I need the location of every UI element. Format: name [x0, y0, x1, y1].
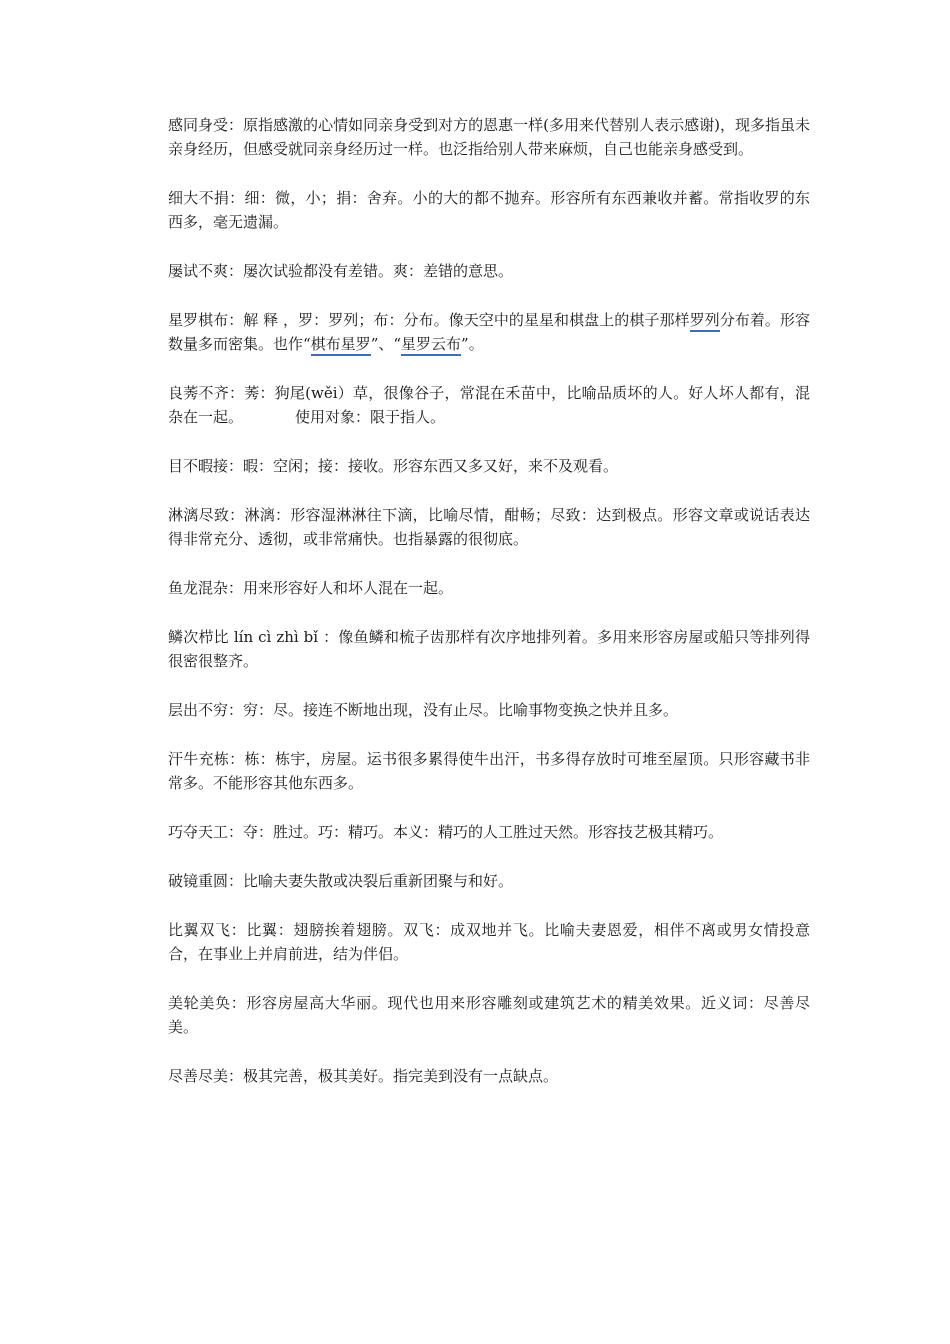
entry-xi-da-bu-juan: 细大不捐：细：微，小；捐：舍弃。小的大的都不抛弃。形容所有东西兼收并蓄。常指收罗的东西多，毫无遗漏。 [168, 189, 810, 231]
link-luo-lie[interactable]: 罗列 [690, 311, 720, 332]
document-body [168, 113, 810, 1113]
entry-text-part: 星罗棋布：解 释 ，罗：罗列；布：分布。像天空中的星星和棋盘上的棋子那样 [168, 311, 690, 329]
entry-lin-li-jin-zhi: 淋漓尽致：淋漓：形容湿淋淋往下滴，比喻尽情，酣畅；尽致：达到极点。形容文章或说话表达得非常充分、透彻，或非常痛快。也指暴露的很彻底。 [168, 506, 810, 548]
entry-xing-luo-qi-bu [168, 308, 810, 356]
entry-bi-yi-shuang-fei: 比翼双飞：比翼：翅膀挨着翅膀。双飞：成双地并飞。比喻夫妻恩爱，相伴不离或男女情投意合，在事业上并肩前进，结为伴侣。 [168, 921, 810, 963]
link-qi-bu-xing-luo[interactable]: 棋布星罗 [311, 335, 371, 356]
entry-han-niu-chong-dong: 汗牛充栋：栋：栋宇，房屋。运书很多累得使牛出汗，书多得存放时可堆至屋顶。只形容藏书非常多。不能形容其他东西多。 [168, 750, 810, 792]
entry-lin-ci-zhi-bi: 鳞次栉比 lín cì zhì bǐ ：像鱼鳞和梳子齿那样有次序地排列着。多用来形容房屋或船只等排列得很密很整齐。 [168, 628, 810, 670]
link-xing-luo-yun-bu[interactable]: 星罗云布 [401, 335, 461, 356]
entry-text-part: 分布着。形容数量多而密集。也作“ [168, 311, 810, 353]
entry-qiao-duo-tian-gong: 巧夺天工：夺：胜过。巧：精巧。本义：精巧的人工胜过天然。形容技艺极其精巧。 [168, 823, 724, 841]
entry-lv-shi-bu-shuang: 屡试不爽：屡次试验都没有差错。爽：差错的意思。 [168, 262, 514, 280]
entry-mu-bu-xia-jie: 目不暇接：暇：空闲；接：接收。形容东西又多又好，来不及观看。 [168, 457, 619, 475]
entry-jin-shan-jin-mei: 尽善尽美：极其完善，极其美好。指完美到没有一点缺点。 [168, 1067, 559, 1085]
entry-ceng-chu-bu-qiong: 层出不穷：穷：尽。接连不断地出现，没有止尽。比喻事物变换之快并且多。 [168, 701, 679, 719]
entry-po-jing-chong-yuan: 破镜重圆：比喻夫妻失散或决裂后重新团聚与和好。 [168, 872, 514, 890]
entry-gan-tong-shen-shou: 感同身受：原指感激的心情如同亲身受到对方的恩惠一样(多用来代替别人表示感谢)，现多指虽未亲身经历，但感受就同亲身经历过一样。也泛指给别人带来麻烦，自己也能亲身感受到。 [168, 116, 810, 158]
entry-yu-long-hun-za: 鱼龙混杂：用来形容好人和坏人混在一起。 [168, 579, 454, 597]
entry-text-part: ”。 [461, 335, 484, 353]
entry-liang-you-bu-qi [168, 381, 810, 429]
entry-text-part: ”、“ [370, 335, 402, 353]
entry-mei-lun-mei-huan: 美轮美奂：形容房屋高大华丽。现代也用来形容雕刻或建筑艺术的精美效果。近义词：尽善尽美。 [168, 994, 810, 1036]
usage-note: 使用对象：限于指人。 [295, 408, 446, 426]
entry-text-part: 良莠不齐：莠：狗尾(wěi）草，很像谷子，常混在禾苗中，比喻品质坏的人。好人坏人都有，混杂在一起。 [168, 384, 810, 426]
